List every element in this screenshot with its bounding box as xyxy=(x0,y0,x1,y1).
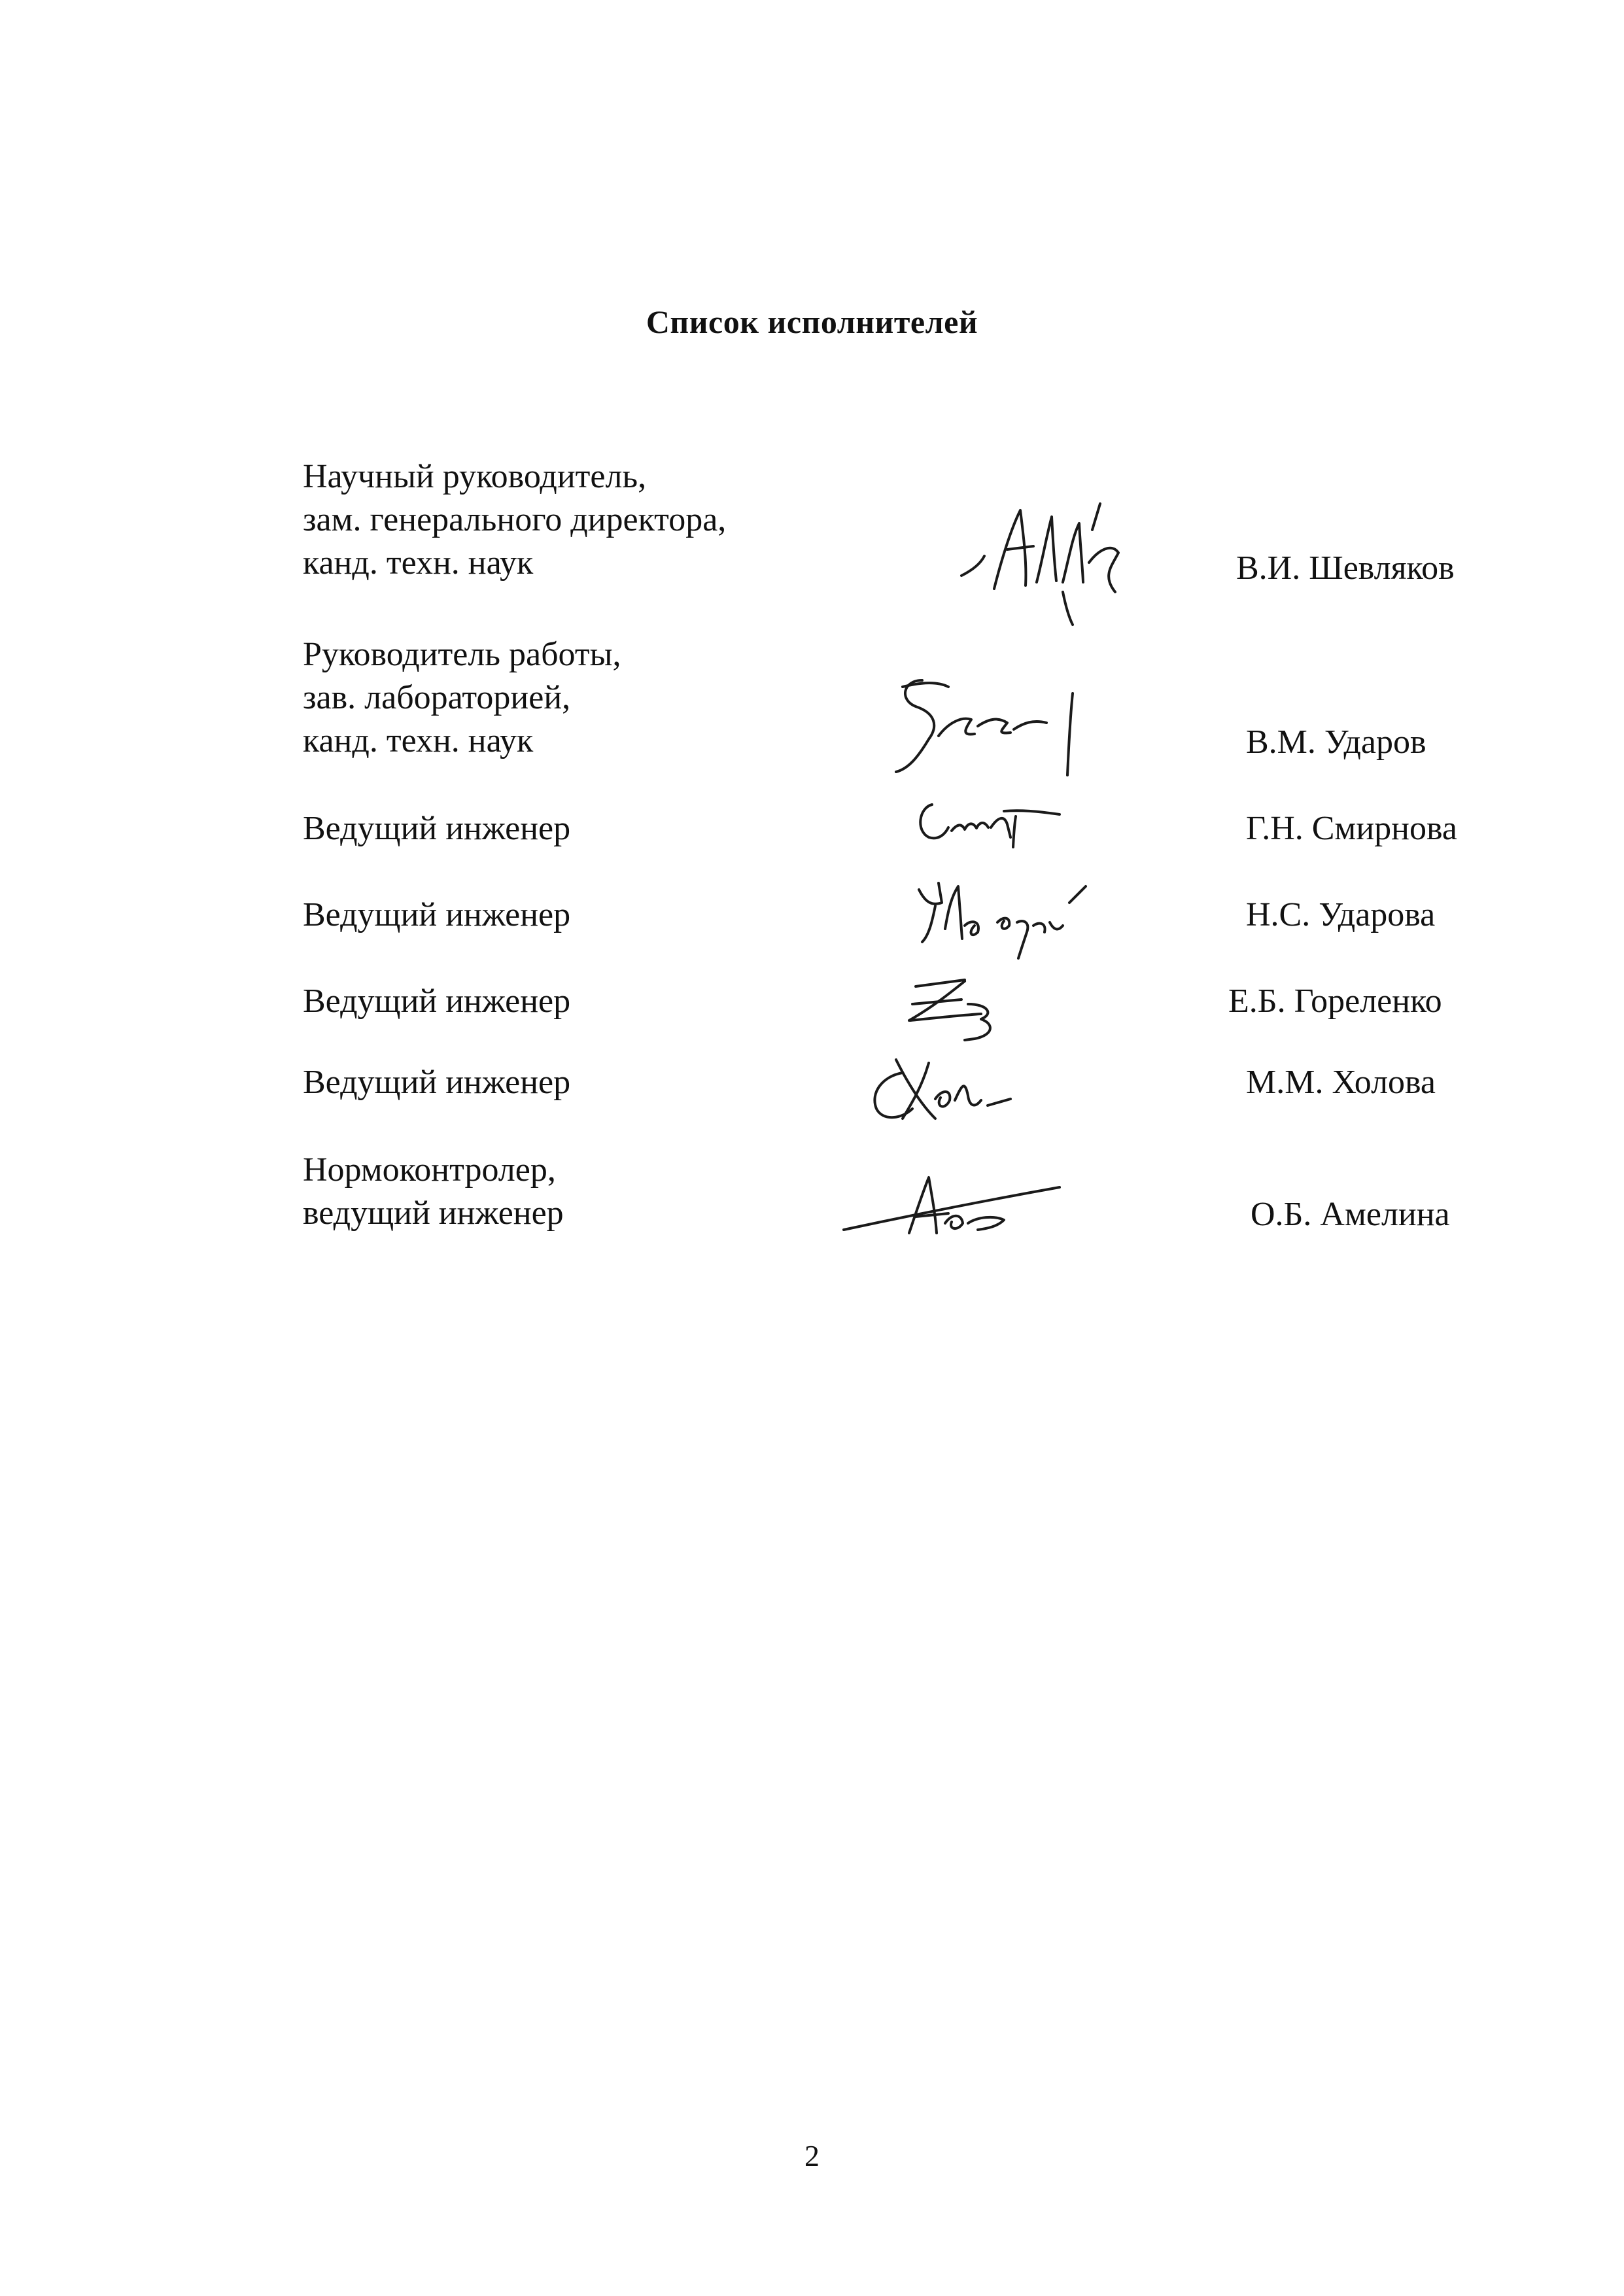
signatory-role-2 xyxy=(303,633,891,763)
page-number: 2 xyxy=(804,2139,820,2172)
role-line: Ведущий инженер xyxy=(303,810,571,847)
role-line: Ведущий инженер xyxy=(303,983,571,1020)
page-title: Список исполнителей xyxy=(646,304,978,340)
signatory-role-6 xyxy=(303,1061,891,1104)
role-line: ведущий инженер xyxy=(303,1194,564,1232)
signatory-role-7 xyxy=(303,1149,891,1235)
signatory-name-4: Н.С. Ударова xyxy=(1246,896,1436,933)
role-line: канд. техн. наук xyxy=(303,722,534,759)
role-line: Нормоконтролер, xyxy=(303,1151,556,1189)
signatory-role-4 xyxy=(303,894,891,937)
role-line: Научный руководитель, xyxy=(303,458,647,495)
signatory-name-1: В.И. Шевляков xyxy=(1236,549,1455,587)
role-line: Ведущий инженер xyxy=(303,896,571,933)
role-line: канд. техн. наук xyxy=(303,544,534,582)
signature-gorelenko xyxy=(903,975,1014,1047)
signatory-role-5 xyxy=(303,980,891,1023)
signatory-name-6: М.М. Холова xyxy=(1246,1064,1436,1101)
signatory-name-2: В.М. Ударов xyxy=(1246,723,1426,761)
signatory-name-3: Г.Н. Смирнова xyxy=(1246,810,1457,847)
signatory-role-1 xyxy=(303,455,891,585)
role-line: Руководитель работы, xyxy=(303,636,621,673)
signature-smirnova xyxy=(906,785,1076,857)
signature-holova xyxy=(857,1047,1027,1132)
role-line: зав. лабораторией, xyxy=(303,679,571,716)
signatory-name-5: Е.Б. Гореленко xyxy=(1228,983,1442,1020)
signature-udarov xyxy=(876,661,1099,791)
role-line: Ведущий инженер xyxy=(303,1064,571,1101)
signatory-name-7: О.Б. Амелина xyxy=(1251,1196,1450,1233)
signatory-role-3 xyxy=(303,807,891,850)
role-line: зам. генерального директора, xyxy=(303,501,727,538)
signature-amelina xyxy=(837,1158,1073,1256)
signature-shevlyakov xyxy=(955,478,1151,628)
signature-udarova xyxy=(906,870,1096,962)
